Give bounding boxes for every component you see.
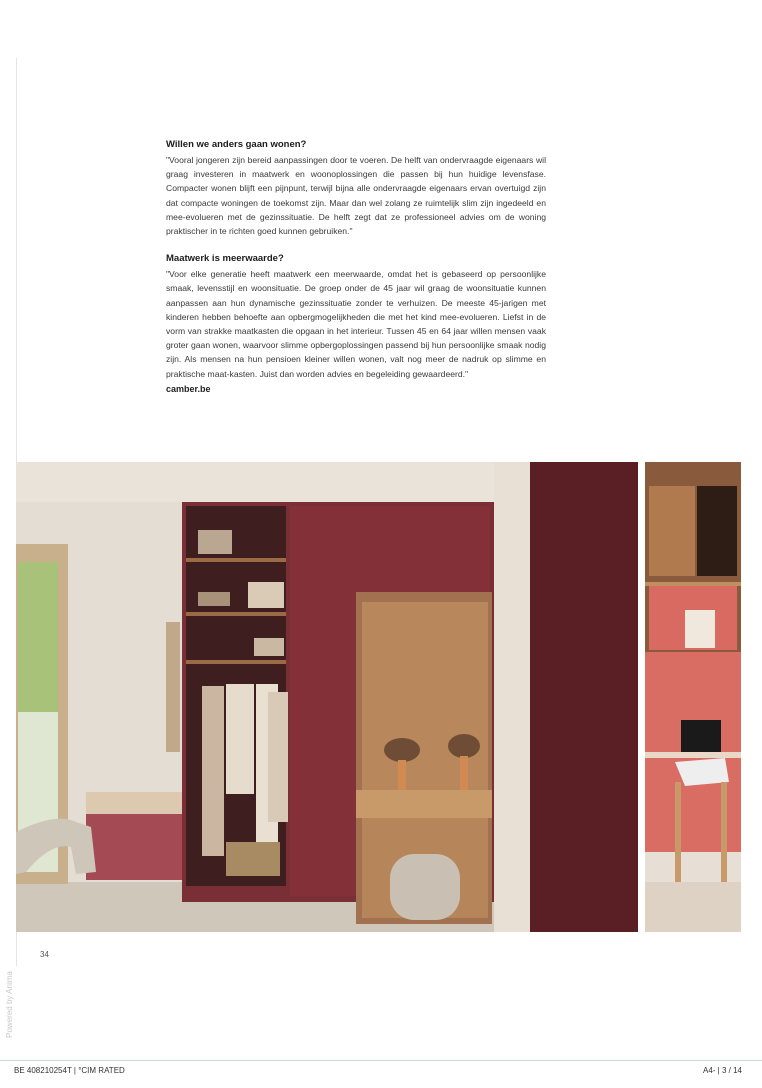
interior-photo-main (16, 462, 638, 932)
section-body-wonen: "Vooral jongeren zijn bereid aanpassingen door te voeren. De helft van ondervraagde eigenaars wil graag investeren in maatwerk en woonoplossingen die passen bij hun huidige levensfase. Compacter wonen blijft een pijnpunt, terwijl bijna alle ondervraagde eigenaars ervan overtuigd zijn dat compacte woningen de toekomst zijn. Maar dan wel zolang ze ruimtelijk slim zijn ingedeeld en mee-evolueren met de gezinssituatie. De helft zegt dat ze professioneel advies om de woning praktischer in te richten goed kunnen gebruiken." (166, 155, 546, 237)
page-number: 34 (40, 950, 49, 959)
interior-photo-side (645, 462, 741, 932)
section-body-maatwerk: "Voor elke generatie heeft maatwerk een meerwaarde, omdat het is gebaseerd op persoonlijke smaak, levensstijl en woonsituatie. De groep onder de 45 jaar wil graag de woonsituatie kunnen aanpassen aan hun dynamische gezinssituatie zonder te verhuizen. De meeste 45-jarigen met kinderen hebben behoefte aan opbergmogelijkheden die met het kind mee-evolueren. Liefst in de vorm van strakke maatkasten die opgaan in het interieur. Tussen 45 en 64 jaar willen mensen vaak groter gaan wonen, waarvoor slimme opbergoplossingen passend bij hun persoonlijke smaak nodig zijn. Als mensen na hun pensioen kleiner willen wonen, valt nog meer de nadruk op slimme en praktische maat-kasten. Juist dan worden advies en begeleiding gewaardeerd." (166, 269, 546, 379)
footer-page-indicator: A4- | 3 / 14 (703, 1066, 742, 1075)
section-heading-wonen: Willen we anders gaan wonen? (166, 139, 307, 150)
article-text (166, 138, 546, 396)
footer-left-text: BE 408210254T | °CIM RATED (14, 1066, 125, 1075)
side-watermark-text: Powered by Anima (4, 971, 14, 1038)
source-link[interactable]: camber.be (166, 383, 211, 394)
section-heading-maatwerk: Maatwerk is meerwaarde? (166, 253, 284, 265)
footer-divider (0, 1060, 762, 1061)
